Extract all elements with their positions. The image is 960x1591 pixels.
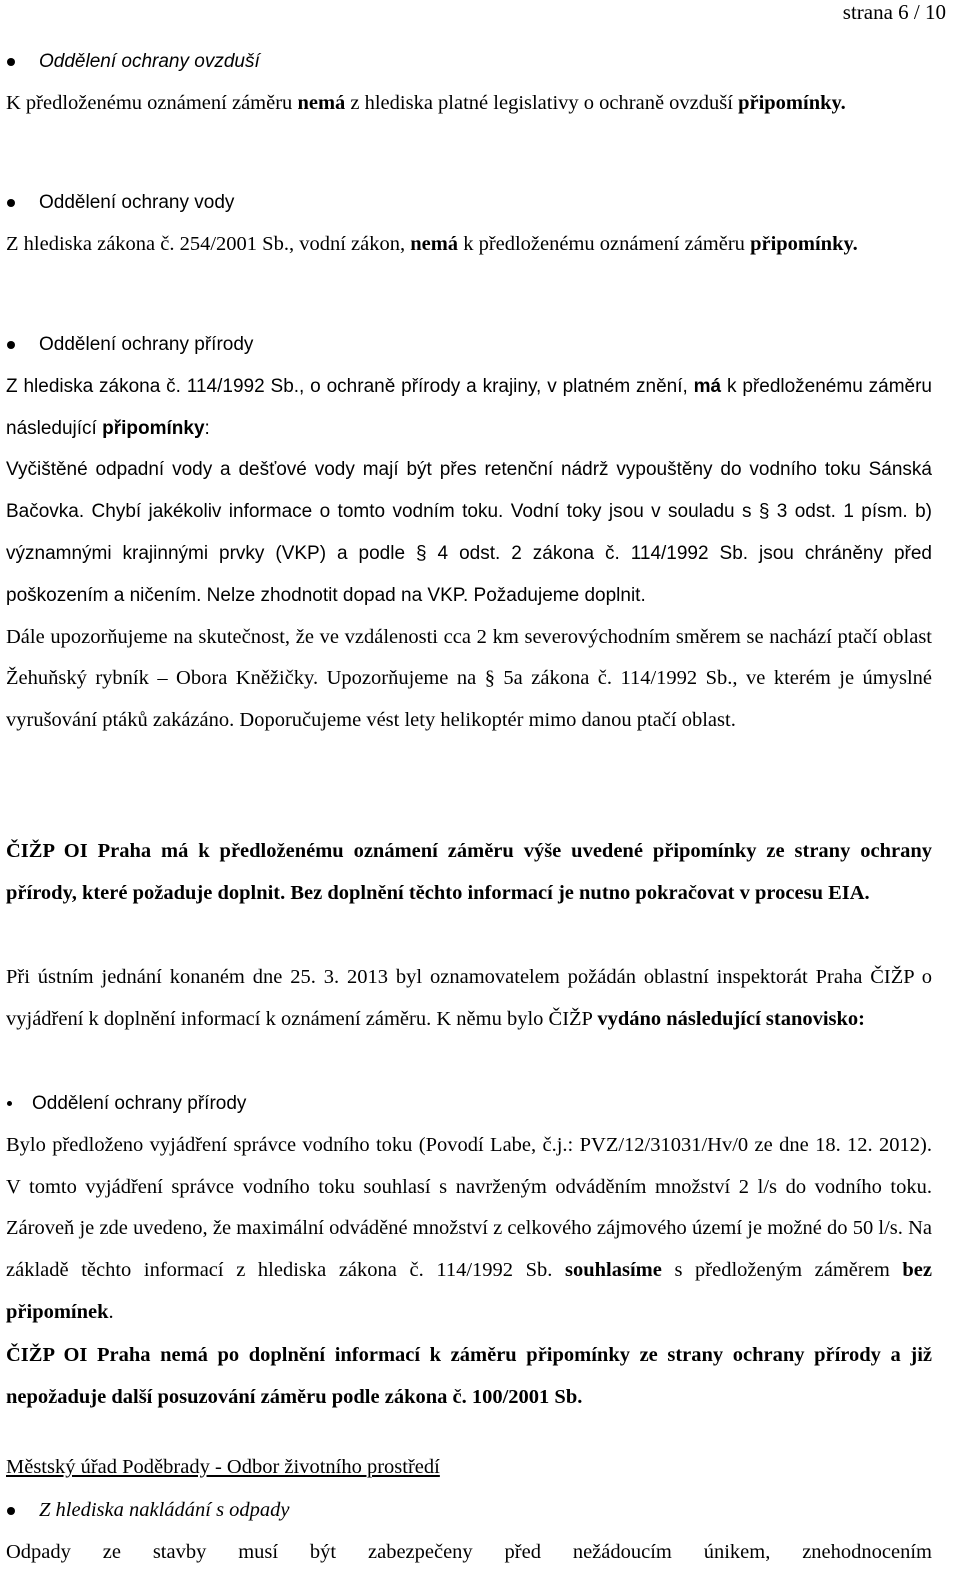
section-heading: Oddělení ochrany přírody: [39, 334, 254, 355]
paragraph: Při ústním jednání konaném dne 25. 3. 2013 byl oznamovatelem požádán oblastní inspektorát Praha ČIŽP o vyjádření k doplnění informací k oznámení záměru. K němu bylo ČIŽP vydáno následující stanovisko:: [6, 966, 932, 1030]
section-heading: Oddělení ochrany ovzduší: [39, 51, 260, 72]
bullet-item: [6, 1490, 932, 1532]
office-block: [6, 1447, 932, 1489]
section-heading: Z hlediska nakládání s odpady: [39, 1499, 290, 1521]
conclusion-text: ČIŽP OI Praha má k předloženému oznámení záměru výše uvedené připomínky ze strany ochrany přírody, které požaduje doplnit. Bez doplnění těchto informací je nutno pokračovat v procesu EIA.: [6, 840, 932, 904]
bullet-item: [6, 1083, 932, 1125]
conclusion-block-2: [6, 1335, 932, 1419]
section-water-protection: [6, 182, 932, 266]
section-nature-protection-2: [6, 1083, 932, 1334]
bullet-icon: [7, 341, 15, 349]
bullet-icon: [7, 58, 15, 66]
paragraph: Vyčištěné odpadní vody a dešťové vody mají být přes retenční nádrž vypouštěny do vodního toku Sánská Bačovka. Chybí jakékoliv informace o tomto vodním toku. Vodní toky jsou v souladu s § 3 odst. 1 písm. b) významnými krajinnými prvky (VKP) a podle § 4 odst. 2 zákona č. 114/1992 Sb. jsou chráněny před poškozením a ničením. Nelze zhodnotit dopad na VKP. Požadujeme doplnit.: [6, 459, 932, 606]
conclusion-text: ČIŽP OI Praha nemá po doplnění informací k záměru připomínky ze strany ochrany přírody a již nepožaduje další posuzování záměru podle zákona č. 100/2001 Sb.: [6, 1344, 932, 1408]
section-heading: Oddělení ochrany přírody: [32, 1093, 247, 1114]
paragraph: Odpady ze stavby musí být zabezpečeny před nežádoucím únikem, znehodnocením: [6, 1540, 932, 1563]
office-heading: Městský úřad Poděbrady - Odbor životního prostředí: [6, 1456, 440, 1478]
section-air-protection: [6, 41, 932, 125]
paragraph: K předloženému oznámení záměru nemá z hlediska platné legislativy o ochraně ovzduší připomínky.: [6, 91, 846, 114]
bullet-item: [6, 41, 932, 83]
paragraph: Z hlediska zákona č. 114/1992 Sb., o ochraně přírody a krajiny, v platném znění, má k předloženému záměru následující připomínky:: [6, 375, 932, 439]
bullet-item: [6, 324, 932, 366]
paragraph: Bylo předloženo vyjádření správce vodního toku (Povodí Labe, č.j.: PVZ/12/31031/Hv/0 ze dne 18. 12. 2012). V tomto vyjádření správce vodního toku souhlasí s navrženým odváděním množství 2 l/s do vodního toku. Zároveň je zde uvedeno, že maximální odváděné množství z celkového zájmového území je možné do 50 l/s. Na základě těchto informací z hlediska zákona č. 114/1992 Sb. souhlasíme s předloženým záměrem bez připomínek.: [6, 1133, 933, 1323]
section-waste: [6, 1490, 932, 1574]
conclusion-block: [6, 831, 932, 915]
bullet-icon: [7, 1507, 15, 1515]
page-number: strana 6 / 10: [842, 0, 946, 24]
meeting-block: [6, 957, 932, 1041]
bullet-icon: [7, 199, 15, 207]
section-heading: Oddělení ochrany vody: [39, 192, 235, 213]
bullet-icon: [7, 1101, 12, 1106]
paragraph: Z hlediska zákona č. 254/2001 Sb., vodní zákon, nemá k předloženému oznámení záměru připomínky.: [6, 232, 858, 255]
bullet-item: [6, 182, 932, 224]
paragraph: Dále upozorňujeme na skutečnost, že ve vzdálenosti cca 2 km severovýchodním směrem se nachází ptačí oblast Žehuňský rybník – Obora Kněžičky. Upozorňujeme na § 5a zákona č. 114/1992 Sb., ve kterém je úmyslné vyrušování ptáků zakázáno. Doporučujeme vést lety helikoptér mimo danou ptačí oblast.: [6, 625, 932, 732]
section-nature-protection: [6, 324, 932, 742]
